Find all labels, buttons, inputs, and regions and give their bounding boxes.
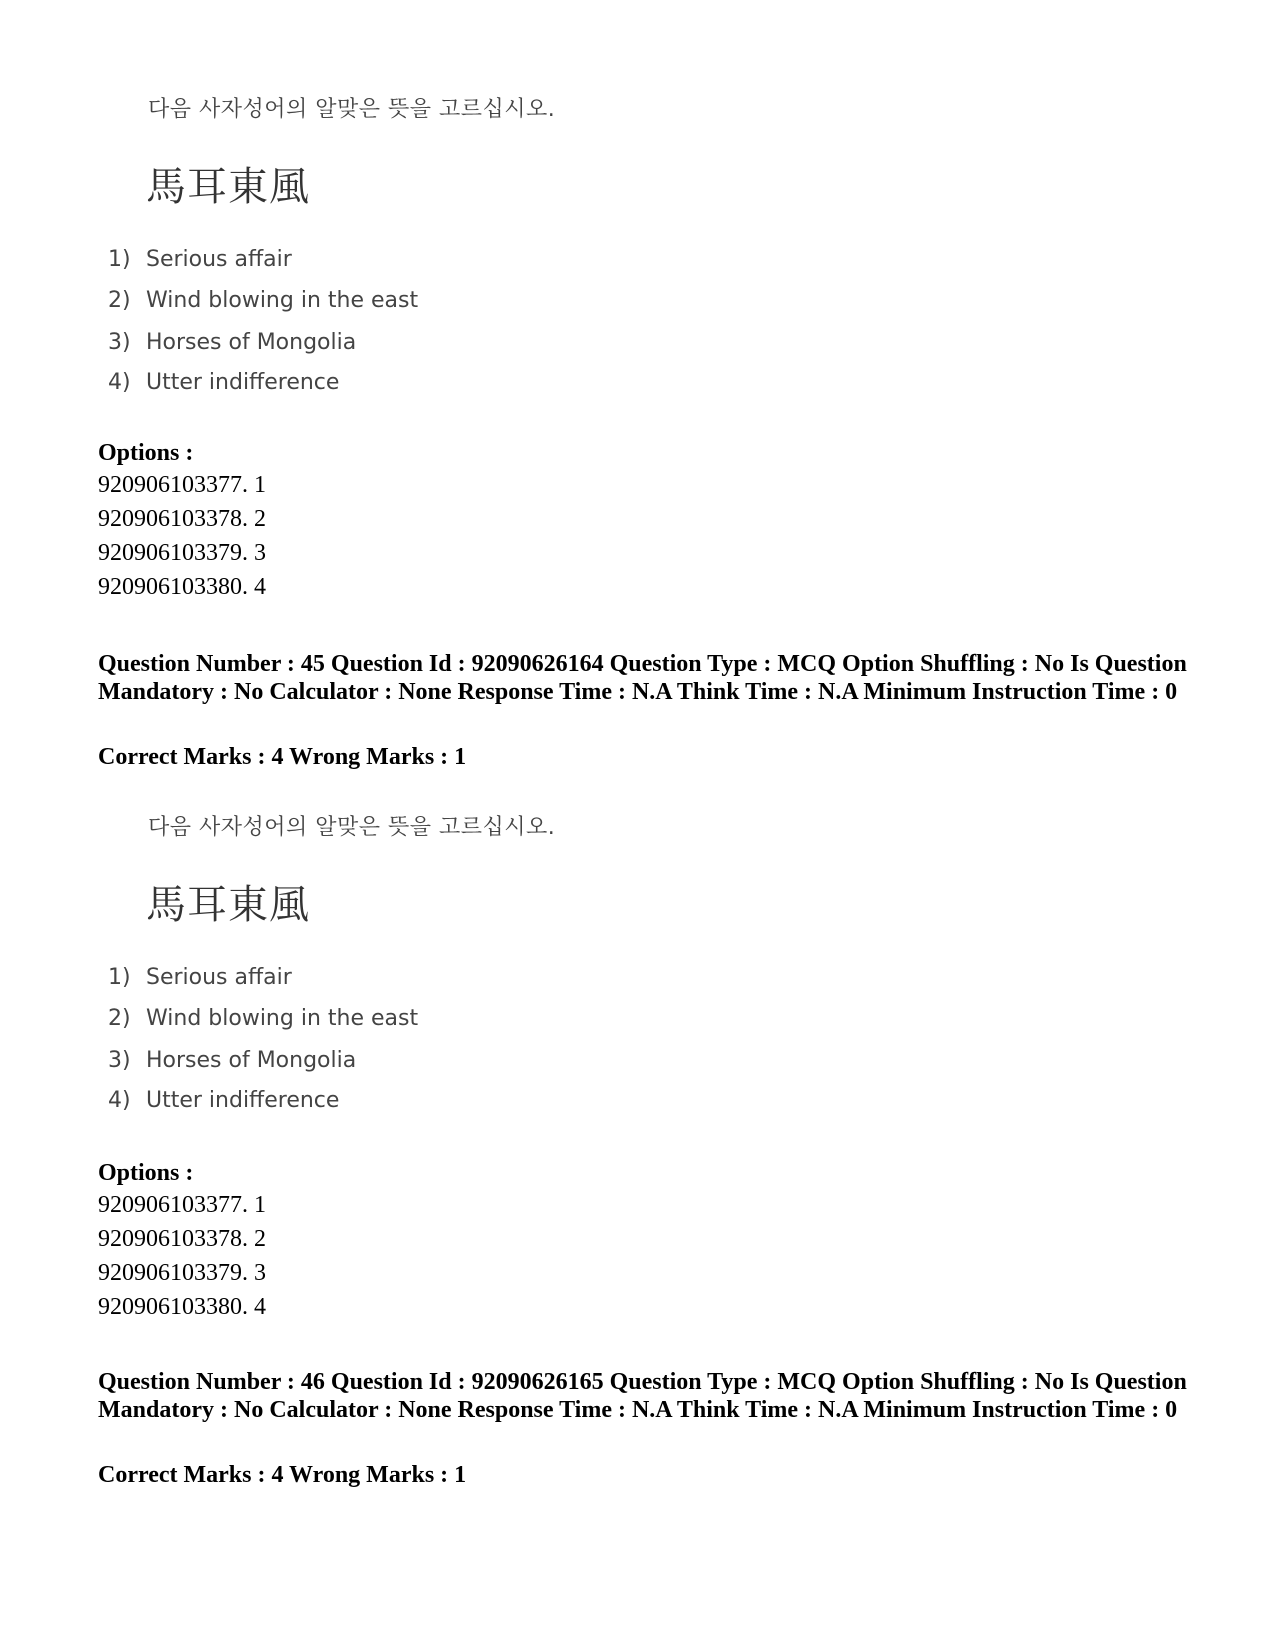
question-marks: Correct Marks : 4 Wrong Marks : 1 [98, 1462, 467, 1488]
option-line: 920906103377. 1 [98, 472, 266, 498]
choice-number: 1) [108, 965, 131, 990]
choice-item [108, 247, 292, 272]
choice-text: Utter indifference [146, 1088, 340, 1113]
choice-item [108, 965, 292, 990]
question-prompt: 다음 사자성어의 알맞은 뜻을 고르십시오. [148, 815, 556, 840]
choice-number: 3) [108, 1048, 131, 1073]
choice-text: Serious affair [146, 965, 292, 990]
idiom-text: 馬耳東風 [146, 882, 310, 928]
choice-text: Wind blowing in the east [146, 288, 419, 313]
question-metadata: Question Number : 46 Question Id : 92090626165 Question Type : MCQ Option Shuffling : No Is Question Mandatory : No Calculator : None Response Time : N.A Think Time : N.A Minimum Instruction Time : 0 [98, 1369, 1187, 1423]
option-line: 920906103379. 3 [98, 540, 266, 566]
choice-number: 1) [108, 247, 131, 272]
choice-number: 2) [108, 1006, 131, 1031]
option-line: 920906103380. 4 [98, 574, 266, 600]
choice-text: Utter indifference [146, 370, 340, 395]
idiom-text: 馬耳東風 [146, 164, 310, 210]
question-metadata: Question Number : 45 Question Id : 92090626164 Question Type : MCQ Option Shuffling : No Is Question Mandatory : No Calculator : None Response Time : N.A Think Time : N.A Minimum Instruction Time : 0 [98, 651, 1187, 705]
option-line: 920906103379. 3 [98, 1260, 266, 1286]
option-line: 920906103378. 2 [98, 506, 266, 532]
options-heading: Options : [98, 440, 194, 466]
choice-text: Horses of Mongolia [146, 1048, 357, 1073]
choice-item [108, 1006, 418, 1031]
choice-text: Serious affair [146, 247, 292, 272]
choice-item [108, 288, 418, 313]
choice-number: 2) [108, 288, 131, 313]
option-line: 920906103378. 2 [98, 1226, 266, 1252]
choice-number: 4) [108, 1088, 131, 1113]
choice-item [108, 1088, 339, 1113]
option-line: 920906103380. 4 [98, 1294, 266, 1320]
options-heading: Options : [98, 1160, 194, 1186]
question-prompt: 다음 사자성어의 알맞은 뜻을 고르십시오. [148, 97, 556, 122]
choice-item [108, 370, 339, 395]
choice-text: Horses of Mongolia [146, 330, 357, 355]
choice-number: 3) [108, 330, 131, 355]
choice-number: 4) [108, 370, 131, 395]
choice-text: Wind blowing in the east [146, 1006, 419, 1031]
option-line: 920906103377. 1 [98, 1192, 266, 1218]
question-marks: Correct Marks : 4 Wrong Marks : 1 [98, 744, 467, 770]
choice-item [108, 1048, 356, 1073]
choice-item [108, 330, 356, 355]
